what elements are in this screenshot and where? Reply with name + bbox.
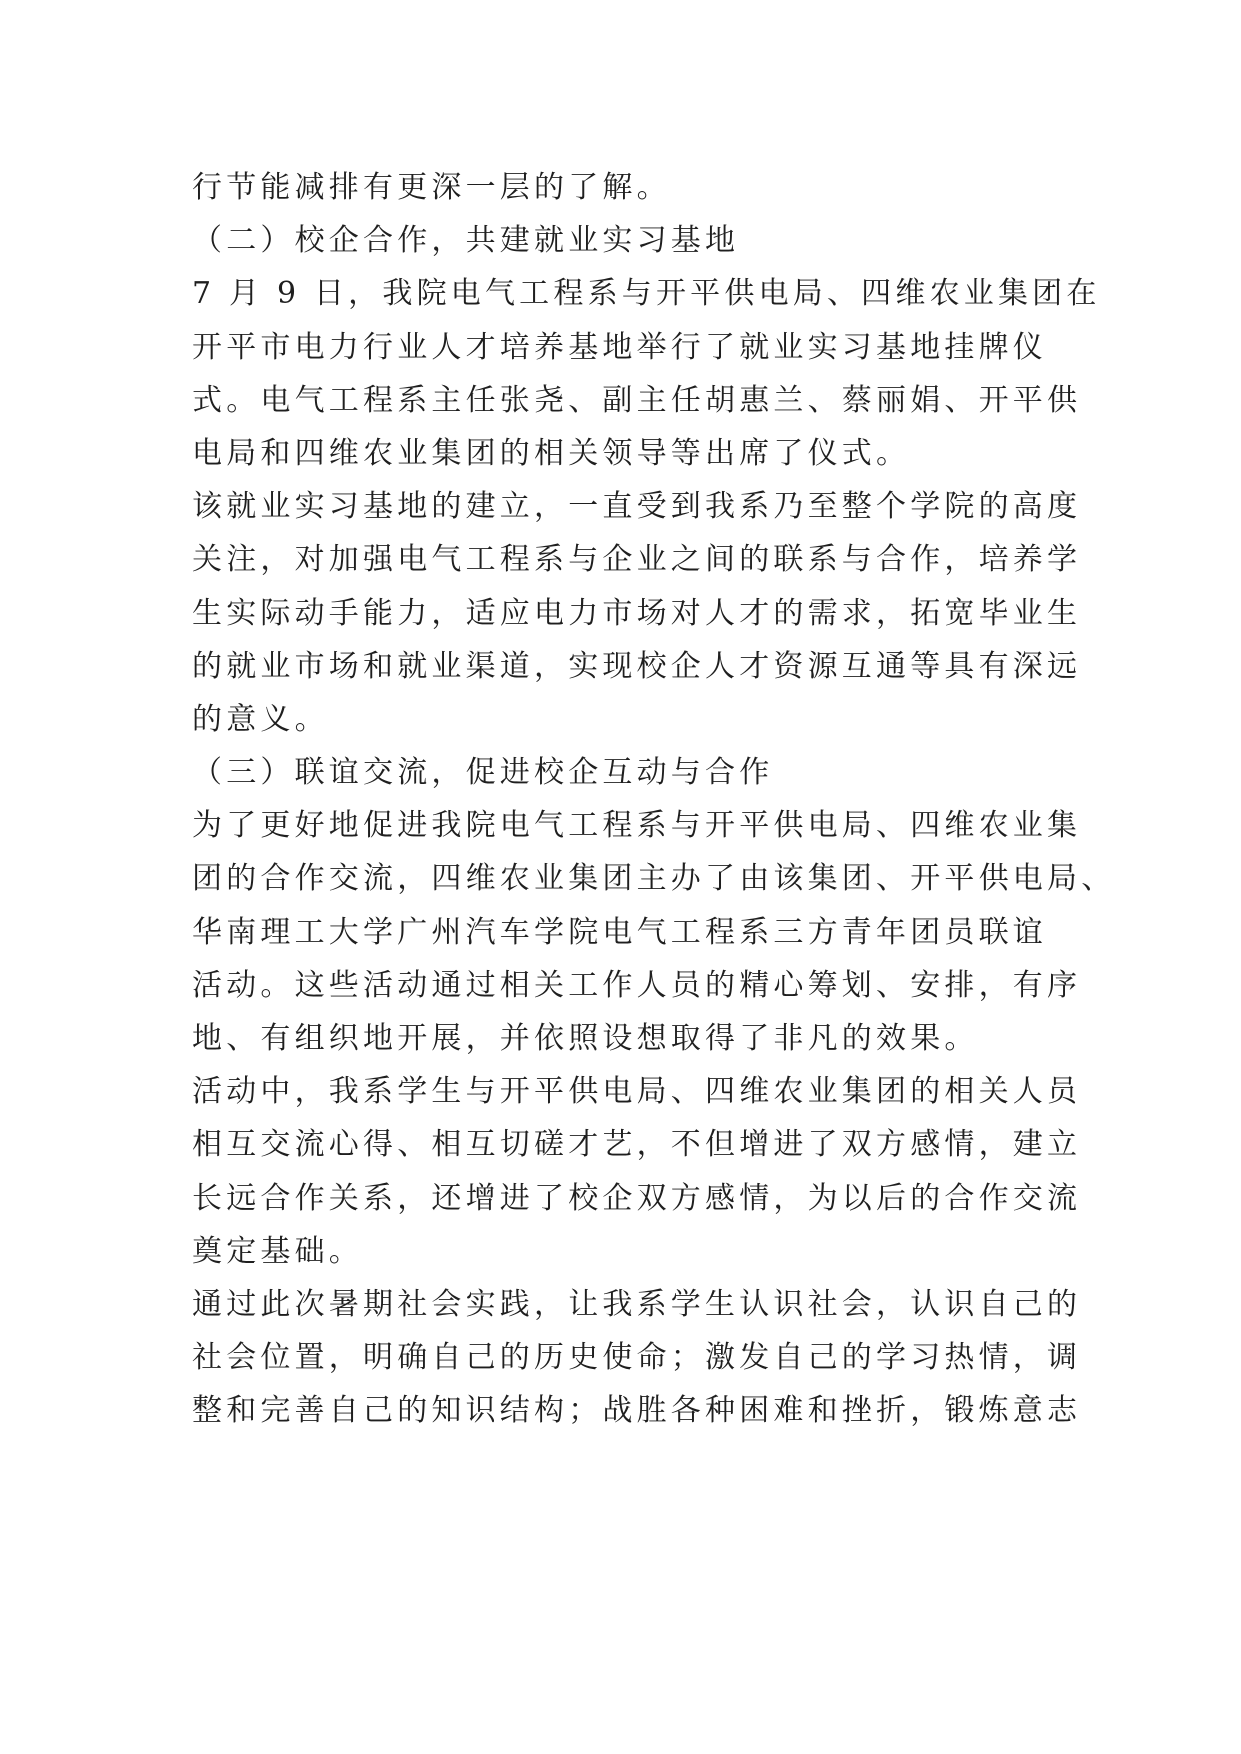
body-text-line: 的意义。 — [192, 701, 329, 737]
body-text-line: 该就业实习基地的建立，一直受到我系乃至整个学院的高度 — [192, 489, 1082, 525]
body-text-line: 通过此次暑期社会实践，让我系学生认识社会，认识自己的 — [192, 1286, 1082, 1322]
body-text-line: 整和完善自己的知识结构；战胜各种困难和挫折，锻炼意志 — [192, 1393, 1082, 1429]
body-text-line: 社会位置，明确自己的历史使命；激发自己的学习热情，调 — [192, 1340, 1082, 1376]
document-body — [192, 161, 1116, 1438]
body-text-line: 相互交流心得、相互切磋才艺，不但增进了双方感情，建立 — [192, 1127, 1082, 1163]
body-text-line: 7 月 9 日，我院电气工程系与开平供电局、四维农业集团在 — [192, 276, 1101, 312]
body-text-line: 电局和四维农业集团的相关领导等出席了仪式。 — [192, 435, 911, 471]
body-text-line: 地、有组织地开展，并依照设想取得了非凡的效果。 — [192, 1021, 979, 1056]
body-text-line: 生实际动手能力，适应电力市场对人才的需求，拓宽毕业生 — [192, 595, 1082, 631]
body-text-line: 开平市电力行业人才培养基地举行了就业实习基地挂牌仪 — [192, 329, 1047, 365]
body-text-line: 式。电气工程系主任张尧、副主任胡惠兰、蔡丽娟、开平供 — [192, 382, 1082, 418]
body-text-line: 为了更好地促进我院电气工程系与开平供电局、四维农业集 — [192, 808, 1082, 844]
body-text-line: 活动。这些活动通过相关工作人员的精心筹划、安排，有序 — [192, 967, 1082, 1003]
body-text-line: 活动中，我系学生与开平供电局、四维农业集团的相关人员 — [192, 1074, 1082, 1110]
section-heading-2: （二）校企合作，共建就业实习基地 — [192, 223, 740, 259]
body-text-line: 长远合作关系，还增进了校企双方感情，为以后的合作交流 — [192, 1180, 1082, 1216]
section-heading-3: （三）联谊交流，促进校企互动与合作 — [192, 755, 774, 791]
body-text-line: 奠定基础。 — [192, 1233, 363, 1269]
body-text-line: 华南理工大学广州汽车学院电气工程系三方青年团员联谊 — [192, 914, 1047, 950]
body-text-line: 行节能减排有更深一层的了解。 — [192, 170, 671, 205]
body-text-line: 团的合作交流，四维农业集团主办了由该集团、开平供电局、 — [192, 861, 1116, 897]
body-text-line: 的就业市场和就业渠道，实现校企人才资源互通等具有深远 — [192, 648, 1082, 684]
body-text-line: 关注，对加强电气工程系与企业之间的联系与合作，培养学 — [192, 542, 1082, 578]
